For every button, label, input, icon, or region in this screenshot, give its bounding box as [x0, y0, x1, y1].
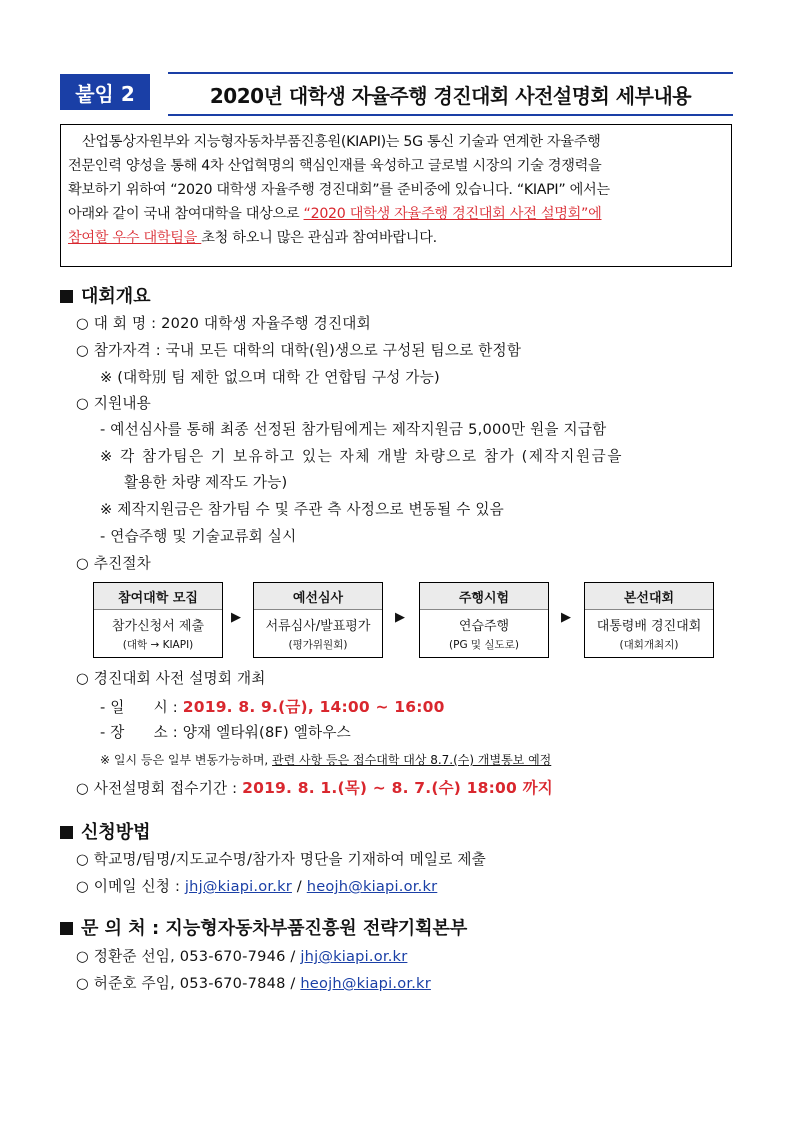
overview-process-label: ○ 추진절차 — [76, 555, 151, 572]
contact-2 — [76, 972, 431, 993]
overview-eligibility-note: ※ (대학別 팀 제한 없으며 대학 간 연합팀 구성 가능) — [100, 369, 440, 386]
process-step-1-sub: (대학 → KIAPI) — [122, 639, 194, 651]
overview-support-4: - 연습주행 및 기술교류회 실시 — [100, 528, 297, 545]
intro-line-5 — [68, 226, 724, 250]
overview-eligibility: ○ 참가자격 : 국내 모든 대학의 대학(원)생으로 구성된 팀으로 한정함 — [76, 342, 522, 359]
process-step-1-head: 참여대학 모집 — [94, 583, 222, 610]
intro-box — [60, 124, 732, 267]
overview-support-2b: 활용한 차량 제작도 가능) — [124, 474, 288, 491]
section-contact-title: 문 의 처 : 지능형자동차부품진흥원 전략기획본부 — [81, 918, 468, 939]
apply-email-label: ○ 이메일 신청 : — [76, 878, 185, 895]
overview-support: ○ 지원내용 — [76, 395, 151, 412]
briefing-heading: ○ 경진대회 사전 설명회 개최 — [76, 670, 266, 687]
section-apply-heading — [60, 818, 151, 844]
contact-1-text: ○ 정환준 선임, 053-670-7946 / — [76, 948, 301, 965]
registration-period-value: 2019. 8. 1.(목) ~ 8. 7.(수) 18:00 까지 — [242, 779, 553, 797]
briefing-date — [100, 695, 445, 717]
arrow-right-icon: ▶ — [561, 610, 571, 625]
process-step-3-head: 주행시험 — [420, 583, 548, 610]
briefing-date-label: - 일 시 : — [100, 699, 183, 716]
intro-line-5-text: 초청 하오니 많은 관심과 참여바랍니다. — [201, 230, 437, 246]
process-step-4-main: 대통령배 경진대회 — [596, 619, 702, 634]
section-apply-title: 신청방법 — [81, 822, 151, 843]
process-step-4-head: 본선대회 — [585, 583, 713, 610]
attachment-badge: 붙임 2 — [60, 74, 150, 110]
contact-2-email-link[interactable]: heojh@kiapi.or.kr — [300, 975, 431, 992]
briefing-note — [100, 751, 551, 768]
overview-support-3: ※ 제작지원금은 참가팀 수 및 주관 측 사정으로 변동될 수 있음 — [100, 501, 504, 518]
apply-email — [76, 875, 437, 896]
intro-line-4 — [68, 202, 724, 226]
intro-highlight-2: 참여할 우수 대학팀을 — [68, 230, 202, 246]
page-title: 2020년 대학생 자율주행 경진대회 사전설명회 세부내용 — [209, 83, 692, 108]
registration-period — [76, 776, 553, 798]
intro-line-4-text: 아래와 같이 국내 참여대학을 대상으로 — [68, 206, 304, 222]
square-bullet-icon — [60, 826, 73, 839]
process-step-1 — [93, 582, 223, 658]
section-contact-heading — [60, 914, 467, 940]
arrow-right-icon: ▶ — [395, 610, 405, 625]
process-step-4-sub: (대회개최지) — [619, 639, 679, 651]
briefing-note-underlined: 관련 사항 등은 접수대학 대상 8.7.(수) 개별통보 예정 — [272, 753, 552, 767]
process-step-3-sub: (PG 및 실도로) — [449, 639, 519, 651]
registration-period-label: ○ 사전설명회 접수기간 : — [76, 780, 243, 797]
overview-support-2a: ※ 각 참가팀은 기 보유하고 있는 자체 개발 차량으로 참가 (제작지원금을 — [100, 448, 624, 465]
process-step-2-main: 서류심사/발표평가 — [265, 619, 371, 634]
section-overview-heading — [60, 282, 151, 308]
intro-line-2: 전문인력 양성을 통해 4차 산업혁명의 핵심인재를 육성하고 글로벌 시장의 기술 경쟁력을 — [68, 158, 602, 174]
email-link-jhj[interactable]: jhj@kiapi.or.kr — [184, 878, 292, 895]
intro-line-3: 확보하기 위하여 “2020 대학생 자율주행 경진대회”를 준비중에 있습니다. “KIAPI” 에서는 — [68, 182, 610, 198]
overview-support-1: - 예선심사를 통해 최종 선정된 참가팀에게는 제작지원금 5,000만 원을 지급함 — [100, 421, 607, 438]
intro-line-1: 산업통상자원부와 지능형자동차부품진흥원(KIAPI)는 5G 통신 기술과 연계한 자율주행 — [82, 134, 601, 150]
process-step-3 — [419, 582, 549, 658]
contact-2-text: ○ 허준호 주임, 053-670-7848 / — [76, 975, 301, 992]
briefing-note-text: ※ 일시 등은 일부 변동가능하며, — [100, 753, 273, 767]
apply-line-1: ○ 학교명/팀명/지도교수명/참가자 명단을 기재하여 메일로 제출 — [76, 851, 486, 868]
contact-1-email-link[interactable]: jhj@kiapi.or.kr — [300, 948, 408, 965]
page-title-box — [168, 72, 733, 116]
intro-highlight-1: “2020 대학생 자율주행 경진대회 사전 설명회”에 — [303, 206, 602, 222]
email-separator: / — [291, 878, 307, 895]
email-link-heojh[interactable]: heojh@kiapi.or.kr — [306, 878, 438, 895]
briefing-date-value: 2019. 8. 9.(금), 14:00 ~ 16:00 — [182, 698, 445, 716]
process-step-3-main: 연습주행 — [458, 619, 510, 634]
section-overview-title: 대회개요 — [81, 286, 151, 307]
arrow-right-icon: ▶ — [231, 610, 241, 625]
process-step-2 — [253, 582, 383, 658]
briefing-place: - 장 소 : 양재 엘타워(8F) 엘하우스 — [100, 724, 351, 741]
overview-name: ○ 대 회 명 : 2020 대학생 자율주행 경진대회 — [76, 315, 371, 332]
process-step-2-sub: (평가위원회) — [288, 639, 348, 651]
process-step-1-main: 참가신청서 제출 — [111, 619, 205, 634]
square-bullet-icon — [60, 290, 73, 303]
square-bullet-icon — [60, 922, 73, 935]
contact-1 — [76, 945, 407, 966]
process-step-4 — [584, 582, 714, 658]
process-step-2-head: 예선심사 — [254, 583, 382, 610]
